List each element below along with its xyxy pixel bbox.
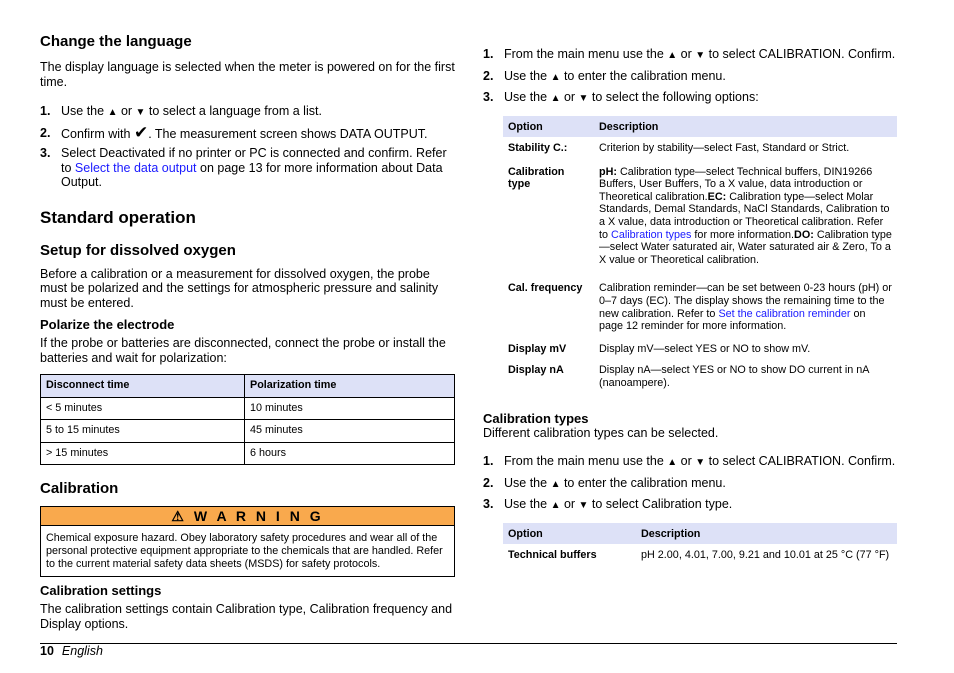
warning-icon: ⚠ — [171, 508, 187, 525]
calibration-settings-heading: Calibration settings — [40, 583, 162, 599]
list-item: 3. Use the ▲ or ▼ to select the following options: — [483, 90, 759, 104]
calibration-options-table — [503, 116, 897, 390]
dissolved-oxygen-intro: Before a calibration or a measurement for dissolved oxygen, the probe must be polarized and the settings for atmospheric pressure and salinity must be entered. — [40, 266, 439, 310]
warning-text: Chemical exposure hazard. Obey laboratory safety procedures and wear all of the personal protective equipment appropriate to the chemicals that are handled. Refer to the current material safety data sheets (MSDS) for safety protocols. — [46, 532, 443, 571]
option-cell: Display mV — [508, 342, 567, 355]
down-arrow-icon: ▼ — [578, 93, 589, 104]
description-cell: Display mV—select YES or NO to show mV. — [599, 342, 811, 355]
table-header: Disconnect time — [41, 375, 245, 398]
description-cell: pH: Calibration type—select Technical buffers, DIN19266 Buffers, User Buffers, To a X value, data introduction or Theoretical calibration.EC: Calibration type—select Molar Standards, Demal Standards, NaCl Standards, Calibration to a X value, data introduction or Theoretical calibration. Refer to Calibration types for more information.DO: Calibration type—select Water saturated air, Water saturated air & Zero, To a X value or Theoretical calibration. — [599, 165, 892, 266]
description-cell: Calibration reminder—can be set between 0-23 hours (pH) or 0–7 days (EC). The display shows the remaining time to the new calibration. Refer to Set the calibration reminder on page 12 reminder for more information. — [599, 282, 892, 333]
table-header: Description — [636, 523, 897, 545]
warning-box — [40, 506, 455, 577]
page-footer — [40, 644, 103, 658]
description-cell: Display nA—select YES or NO to show DO current in nA (nanoampere). — [599, 364, 869, 389]
calibration-steps — [483, 47, 897, 107]
option-cell: Stability C.: — [508, 142, 568, 155]
table-row — [41, 442, 455, 465]
description-cell: pH 2.00, 4.01, 7.00, 9.21 and 10.01 at 25 °C (77 °F) — [641, 549, 890, 562]
table-row — [503, 544, 897, 562]
table-cell: > 15 minutes — [41, 442, 245, 465]
table-row — [41, 420, 455, 443]
warning-title: W A R N I N G — [193, 508, 324, 525]
list-item: 1. Use the ▲ or ▼ to select a language from a list. — [40, 104, 322, 118]
description-cell: Criterion by stability—select Fast, Standard or Strict. — [599, 142, 850, 155]
up-arrow-icon: ▲ — [550, 500, 561, 512]
select-data-output-link[interactable]: Select the data output — [74, 160, 197, 175]
polarize-heading: Polarize the electrode — [40, 317, 175, 332]
footer-rule — [40, 643, 897, 644]
table-row — [503, 137, 897, 166]
change-language-intro: The display language is selected when the meter is powered on for the first time. — [40, 60, 455, 89]
polarize-intro: If the probe or batteries are disconnected, connect the probe or install the batteries and wait for polarization: — [40, 336, 446, 365]
warning-header — [41, 507, 454, 526]
option-cell: Cal. frequency — [508, 282, 583, 295]
footer-language: English — [61, 644, 103, 658]
calibration-settings-intro: The calibration settings contain Calibration type, Calibration frequency and Display options. — [40, 602, 453, 631]
down-arrow-icon: ▼ — [695, 50, 706, 61]
left-column — [40, 33, 455, 631]
down-arrow-icon: ▼ — [135, 107, 146, 118]
table-row — [503, 166, 897, 283]
polarization-table — [40, 374, 455, 465]
table-header: Polarization time — [245, 375, 455, 398]
calibration-types-link[interactable]: Calibration types — [611, 228, 692, 241]
page-number: 10 — [40, 644, 54, 658]
table-cell: < 5 minutes — [41, 397, 245, 420]
up-arrow-icon: ▲ — [550, 71, 561, 83]
table-header-row — [503, 116, 897, 138]
change-language-heading: Change the language — [40, 33, 192, 50]
table-row — [41, 397, 455, 420]
option-cell: Calibration type — [508, 165, 565, 191]
list-item: 2. Confirm with ✔. The measurement screen shows DATA OUTPUT. — [40, 122, 428, 142]
down-arrow-icon: ▼ — [695, 457, 706, 469]
right-column — [483, 47, 897, 562]
calibration-types-heading: Calibration types — [483, 410, 589, 426]
table-row — [503, 343, 897, 365]
option-cell: Technical buffers — [508, 549, 597, 562]
table-header: Option — [503, 116, 594, 138]
checkmark-icon: ✔ — [133, 122, 149, 142]
list-item: 3. Select Deactivated if no printer or PC is connected and confirm. Refer to Select the data output on page 13 for more information about Data Output. — [40, 146, 447, 189]
calibration-heading: Calibration — [40, 480, 119, 498]
table-header: Option — [503, 523, 636, 545]
down-arrow-icon: ▼ — [578, 500, 589, 512]
table-header: Description — [594, 116, 897, 138]
set-calibration-reminder-link[interactable]: Set the calibration reminder — [718, 307, 851, 320]
list-item: 2. Use the ▲ to enter the calibration menu. — [483, 68, 726, 83]
table-row — [503, 282, 897, 342]
option-cell: Display nA — [508, 364, 564, 377]
list-item: 1. From the main menu use the ▲ or ▼ to select CALIBRATION. Confirm. — [483, 454, 896, 469]
table-row — [503, 364, 897, 389]
table-header-row — [503, 523, 897, 545]
table-cell: 5 to 15 minutes — [41, 420, 245, 443]
up-arrow-icon: ▲ — [550, 93, 561, 104]
list-item: 3. Use the ▲ or ▼ to select Calibration type. — [483, 497, 733, 512]
standard-operation-heading: Standard operation — [40, 207, 196, 227]
up-arrow-icon: ▲ — [550, 478, 561, 490]
table-cell: 10 minutes — [245, 397, 455, 420]
table-header-row — [41, 375, 455, 398]
up-arrow-icon: ▲ — [667, 457, 678, 469]
change-language-steps — [40, 104, 455, 190]
table-cell: 45 minutes — [245, 420, 455, 443]
up-arrow-icon: ▲ — [107, 107, 118, 118]
calibration-type-steps — [483, 454, 897, 514]
dissolved-oxygen-heading: Setup for dissolved oxygen — [40, 241, 236, 259]
up-arrow-icon: ▲ — [667, 50, 678, 61]
calibration-types-intro: Different calibration types can be selected. — [483, 425, 719, 440]
list-item: 2. Use the ▲ to enter the calibration menu. — [483, 475, 726, 490]
list-item: 1. From the main menu use the ▲ or ▼ to select CALIBRATION. Confirm. — [483, 47, 896, 61]
calibration-types-table — [503, 523, 897, 562]
table-cell: 6 hours — [245, 442, 455, 465]
